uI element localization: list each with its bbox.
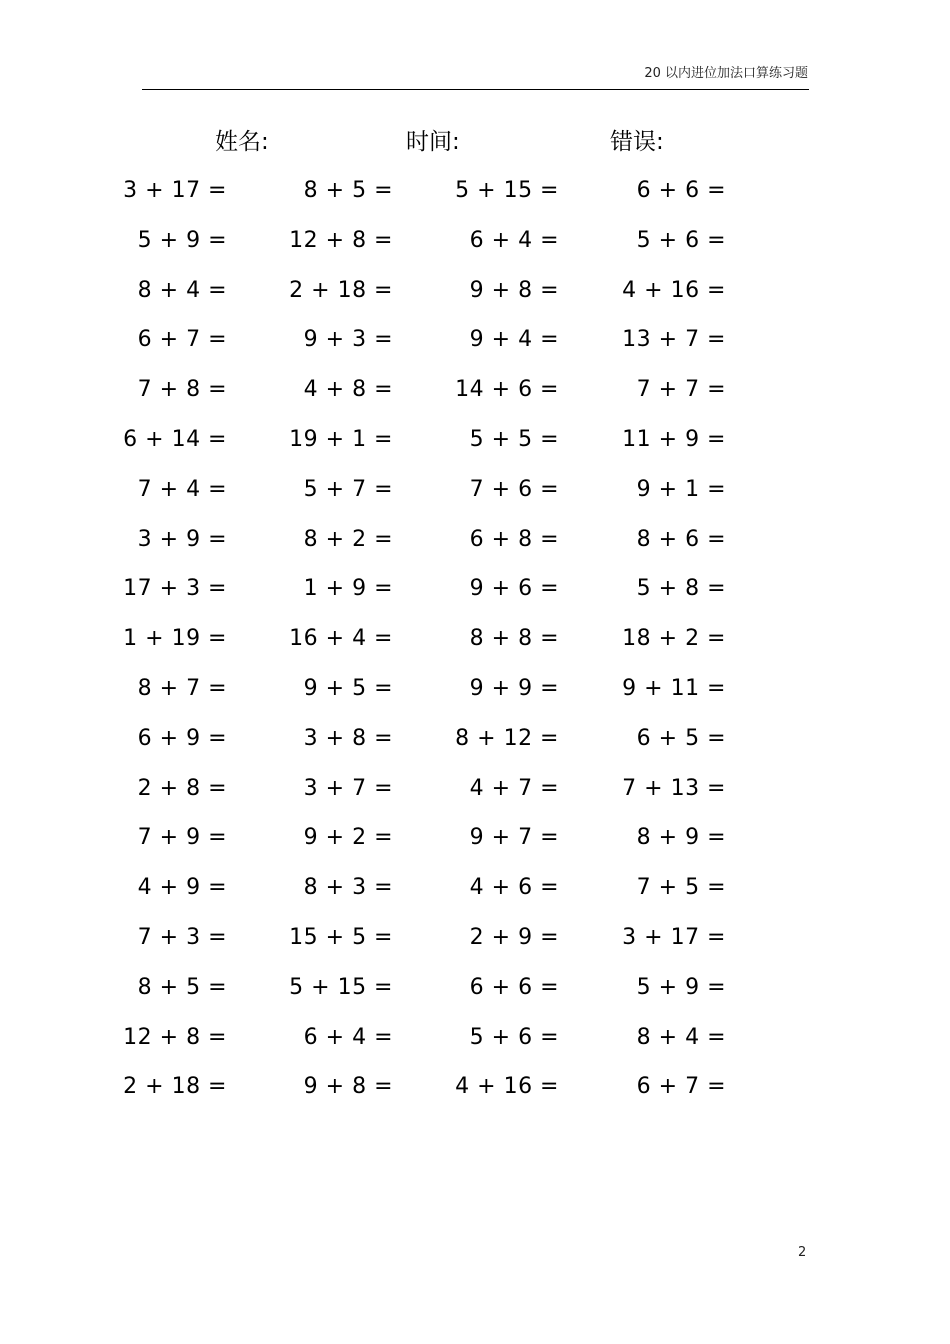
problem-item: 3 + 7 = <box>303 775 393 801</box>
problem-item: 8 + 4 = <box>636 1024 726 1050</box>
problem-item: 7 + 7 = <box>636 377 726 403</box>
problem-item: 12 + 8 = <box>289 227 393 253</box>
problem-item: 5 + 9 = <box>137 227 227 253</box>
problem-item: 6 + 6 = <box>636 178 726 203</box>
problem-row <box>0 715 950 765</box>
problem-row <box>0 267 950 317</box>
problem-item: 8 + 4 = <box>137 277 227 303</box>
problem-item: 6 + 6 = <box>469 974 559 1000</box>
problem-item: 15 + 5 = <box>289 924 393 950</box>
problem-item: 3 + 17 = <box>622 924 726 950</box>
problem-item: 19 + 1 = <box>289 426 393 452</box>
problem-row <box>0 516 950 566</box>
problem-item: 5 + 6 = <box>469 1024 559 1050</box>
problem-row <box>0 1063 950 1113</box>
problem-item: 6 + 4 = <box>303 1024 393 1050</box>
problem-item: 5 + 5 = <box>469 426 559 452</box>
errors-label: 错误: <box>610 129 664 155</box>
problem-item: 1 + 19 = <box>123 626 227 652</box>
problem-item: 2 + 8 = <box>137 775 227 801</box>
problem-item: 7 + 5 = <box>636 875 726 901</box>
problem-row <box>0 814 950 864</box>
problem-row <box>0 167 950 217</box>
problem-item: 5 + 9 = <box>636 974 726 1000</box>
problem-row <box>0 765 950 815</box>
problem-item: 8 + 8 = <box>469 626 559 652</box>
problem-item: 14 + 6 = <box>455 377 559 403</box>
problem-item: 6 + 8 = <box>469 526 559 552</box>
problem-item: 9 + 3 = <box>303 327 393 353</box>
problem-item: 8 + 12 = <box>455 725 559 751</box>
problem-item: 9 + 9 = <box>469 675 559 701</box>
problem-grid <box>0 167 950 1113</box>
page-number: 2 <box>798 1245 807 1260</box>
problem-item: 9 + 7 = <box>469 825 559 851</box>
problem-item: 3 + 9 = <box>137 526 227 552</box>
problem-item: 4 + 7 = <box>469 775 559 801</box>
problem-item: 7 + 4 = <box>137 476 227 502</box>
problem-item: 11 + 9 = <box>622 426 726 452</box>
problem-item: 8 + 6 = <box>636 526 726 552</box>
problem-item: 2 + 18 = <box>123 1074 227 1100</box>
problem-row <box>0 316 950 366</box>
problem-item: 7 + 8 = <box>137 377 227 403</box>
problem-item: 8 + 2 = <box>303 526 393 552</box>
problem-item: 2 + 9 = <box>469 924 559 950</box>
problem-item: 7 + 6 = <box>469 476 559 502</box>
problem-row <box>0 964 950 1014</box>
problem-item: 5 + 8 = <box>636 576 726 602</box>
problem-item: 6 + 7 = <box>137 327 227 353</box>
problem-row <box>0 217 950 267</box>
problem-item: 4 + 16 = <box>622 277 726 303</box>
problem-row <box>0 864 950 914</box>
problem-row <box>0 1014 950 1064</box>
problem-item: 3 + 17 = <box>123 178 227 203</box>
problem-item: 5 + 7 = <box>303 476 393 502</box>
problem-item: 6 + 4 = <box>469 227 559 253</box>
problem-item: 8 + 5 = <box>303 178 393 203</box>
problem-item: 6 + 14 = <box>123 426 227 452</box>
problem-item: 8 + 7 = <box>137 675 227 701</box>
problem-item: 7 + 3 = <box>137 924 227 950</box>
problem-item: 9 + 6 = <box>469 576 559 602</box>
problem-item: 6 + 7 = <box>636 1074 726 1100</box>
problem-item: 9 + 1 = <box>636 476 726 502</box>
problem-item: 5 + 15 = <box>289 974 393 1000</box>
problem-item: 4 + 16 = <box>455 1074 559 1100</box>
problem-item: 7 + 13 = <box>622 775 726 801</box>
problem-item: 9 + 2 = <box>303 825 393 851</box>
problem-item: 1 + 9 = <box>303 576 393 602</box>
problem-item: 9 + 11 = <box>622 675 726 701</box>
problem-item: 9 + 4 = <box>469 327 559 353</box>
header-divider <box>142 89 809 90</box>
problem-row <box>0 565 950 615</box>
problem-row <box>0 615 950 665</box>
time-label: 时间: <box>406 129 460 155</box>
problem-item: 8 + 9 = <box>636 825 726 851</box>
problem-item: 4 + 6 = <box>469 875 559 901</box>
problem-row <box>0 665 950 715</box>
problem-item: 8 + 5 = <box>137 974 227 1000</box>
problem-row <box>0 914 950 964</box>
problem-row <box>0 416 950 466</box>
problem-item: 18 + 2 = <box>622 626 726 652</box>
problem-item: 13 + 7 = <box>622 327 726 353</box>
problem-item: 8 + 3 = <box>303 875 393 901</box>
problem-row <box>0 466 950 516</box>
problem-item: 9 + 8 = <box>303 1074 393 1100</box>
problem-item: 6 + 9 = <box>137 725 227 751</box>
problem-item: 9 + 8 = <box>469 277 559 303</box>
name-label: 姓名: <box>215 129 269 155</box>
problem-item: 4 + 9 = <box>137 875 227 901</box>
problem-item: 9 + 5 = <box>303 675 393 701</box>
problem-item: 2 + 18 = <box>289 277 393 303</box>
problem-item: 16 + 4 = <box>289 626 393 652</box>
problem-item: 12 + 8 = <box>123 1024 227 1050</box>
header-title: 20 以内进位加法口算练习题 <box>644 66 808 81</box>
problem-item: 7 + 9 = <box>137 825 227 851</box>
problem-item: 5 + 15 = <box>455 178 559 203</box>
problem-item: 4 + 8 = <box>303 377 393 403</box>
problem-item: 17 + 3 = <box>123 576 227 602</box>
problem-row <box>0 366 950 416</box>
problem-item: 3 + 8 = <box>303 725 393 751</box>
problem-item: 6 + 5 = <box>636 725 726 751</box>
problem-item: 5 + 6 = <box>636 227 726 253</box>
